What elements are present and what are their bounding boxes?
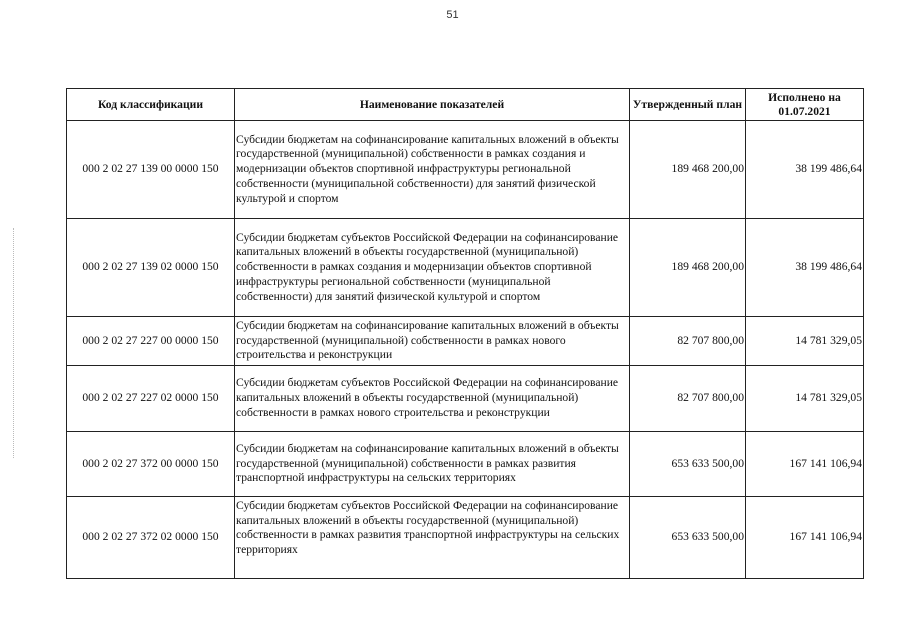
header-plan: Утвержденный план <box>630 89 746 121</box>
row-code: 000 2 02 27 139 02 0000 150 <box>67 219 235 317</box>
table-header-row <box>67 89 864 121</box>
row-name: Субсидии бюджетам на софинансирование капитальных вложений в объекты государственной (муниципальной) собственности в рамках развития транспортной инфраструктуры на сельских территориях <box>235 432 630 497</box>
row-code: 000 2 02 27 139 00 0000 150 <box>67 121 235 219</box>
row-executed: 167 141 106,94 <box>746 497 864 579</box>
row-code: 000 2 02 27 227 00 0000 150 <box>67 317 235 366</box>
row-executed: 167 141 106,94 <box>746 432 864 497</box>
row-name: Субсидии бюджетам субъектов Российской Федерации на софинансирование капитальных вложений в объекты государственной (муниципальной) собственности в рамках создания и модернизации объектов спортивной инфраструктуры региональной собственности (муниципальной собственности) для занятий физической культурой и спортом <box>235 219 630 317</box>
table-row <box>67 317 864 366</box>
row-plan: 653 633 500,00 <box>630 497 746 579</box>
header-code: Код классификации <box>67 89 235 121</box>
table-row <box>67 121 864 219</box>
row-name: Субсидии бюджетам на софинансирование капитальных вложений в объекты государственной (муниципальной) собственности в рамках создания и модернизации объектов спортивной инфраструктуры региональной собственности (муниципальной собственности) для занятий физической культурой и спортом <box>235 121 630 219</box>
row-plan: 653 633 500,00 <box>630 432 746 497</box>
row-plan: 82 707 800,00 <box>630 317 746 366</box>
row-executed: 38 199 486,64 <box>746 219 864 317</box>
scan-margin-marks <box>13 228 16 458</box>
row-executed: 14 781 329,05 <box>746 366 864 432</box>
row-plan: 82 707 800,00 <box>630 366 746 432</box>
row-code: 000 2 02 27 372 02 0000 150 <box>67 497 235 579</box>
row-code: 000 2 02 27 372 00 0000 150 <box>67 432 235 497</box>
page-number: 51 <box>446 9 459 21</box>
row-executed: 14 781 329,05 <box>746 317 864 366</box>
budget-table <box>66 88 864 579</box>
header-executed: Исполнено на 01.07.2021 <box>746 89 864 121</box>
row-name: Субсидии бюджетам субъектов Российской Федерации на софинансирование капитальных вложений в объекты государственной (муниципальной) собственности в рамках развития транспортной инфраструктуры на сельских территориях <box>235 497 630 579</box>
table-row <box>67 219 864 317</box>
table-row <box>67 366 864 432</box>
row-plan: 189 468 200,00 <box>630 219 746 317</box>
row-name: Субсидии бюджетам на софинансирование капитальных вложений в объекты государственной (муниципальной) собственности в рамках нового строительства и реконструкции <box>235 317 630 366</box>
row-plan: 189 468 200,00 <box>630 121 746 219</box>
header-name: Наименование показателей <box>235 89 630 121</box>
table-row <box>67 432 864 497</box>
row-code: 000 2 02 27 227 02 0000 150 <box>67 366 235 432</box>
row-executed: 38 199 486,64 <box>746 121 864 219</box>
table-row <box>67 497 864 579</box>
row-name: Субсидии бюджетам субъектов Российской Федерации на софинансирование капитальных вложений в объекты государственной (муниципальной) собственности в рамках нового строительства и реконструкции <box>235 366 630 432</box>
